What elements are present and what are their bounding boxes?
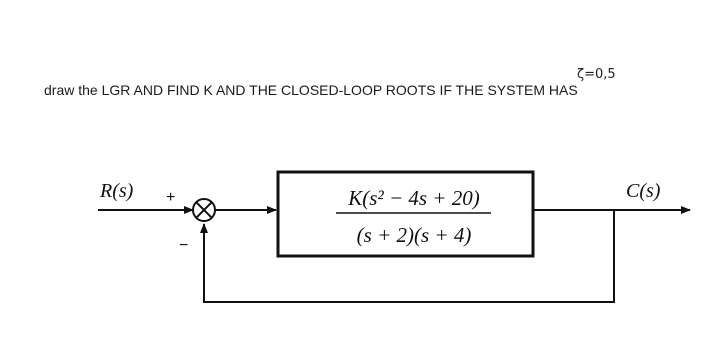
input-label: R(s) (100, 180, 134, 202)
summing-junction (193, 199, 215, 221)
transfer-function-denominator: (s + 2)(s + 4) (356, 223, 472, 247)
damping-ratio-note: ζ=0,5 (577, 67, 616, 82)
output-label: C(s) (626, 180, 661, 202)
plus-sign: + (166, 189, 176, 206)
question-text: draw the LGR AND FIND K AND THE CLOSED-LOOP ROOTS IF THE SYSTEM HAS (44, 82, 578, 98)
minus-sign: − (179, 237, 189, 254)
transfer-function-numerator: K(s² − 4s + 20) (348, 186, 480, 210)
